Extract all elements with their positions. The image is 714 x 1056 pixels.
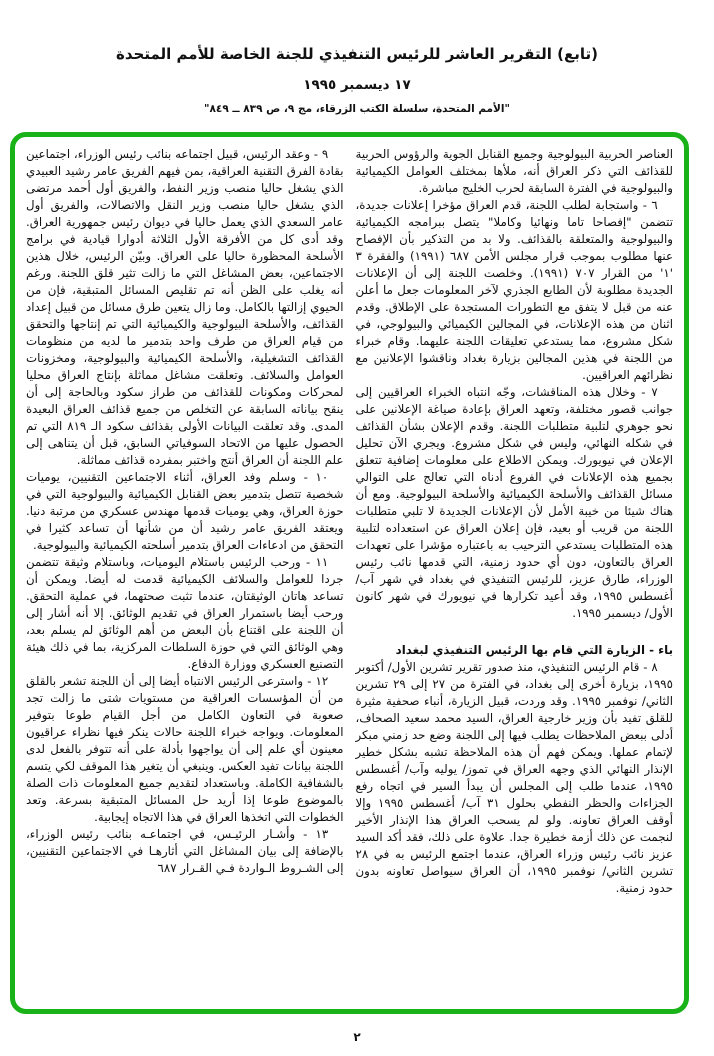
paragraph-12: ١٢ - واسترعى الرئيس الانتباه أيضا إلى أن اللجنة تشعر بالقلق من أن المؤسسات العراقية من مستويات شتى ما زالت تجد صعوبة في التعاون الكامل من أجل القيام طوعا بتوفير المعلومات. ويواجه خبراء اللجنة حالات ينكر فيها نظراء عراقيون معينون أي علم إلى أن يواجهوا بأدلة على أنه تتوفر بالفعل لدى اللجنة بيانات تفيد العكس. وينبغي أن يتغير هذا الموقف لكي يتسم بالشفافية الكاملة. وباستعداد لتقديم جميع المعلومات ذات الصلة بالموضوع طوعا إذا أريد حل المسائل المتبقية بسرعة. وتعد الخطوات التي اتخذها العراق في هذا الاتجاه إيجابية. [26, 674, 344, 824]
source-citation: "الأمم المتحدة، سلسلة الكتب الزرقاء، مج ٩، ص ٨٣٩ ــ ٨٤٩" [204, 103, 510, 115]
paragraph-continuation: العناصر الحربية البيولوجية وجميع القنابل الجوية والرؤوس الحربية للقذائف التي ذكر العراق أنه، ملأها بمختلف العوامل الكيميائية والبيولوجية في الفترة السابقة لحرب الخليج مباشرة. [355, 147, 673, 195]
document-header [0, 44, 714, 115]
paragraph-7: ٧ - وخلال هذه المناقشات، وجّه انتباه الخبراء العراقيين إلى جوانب قصور مختلفة، وتعهد العراق بإعادة صياغة الإعلانين على نحو جوهري لتلبية متطلبات اللجنة. وقدم الإعلان بشأن القذائف في شكله النهائي، وليس في شكل مشروع. ويجري الآن تحليل الإعلان في نيويورك. ويمكن الاطلاع على معلومات إضافية تتعلق بجميع هذه الإعلانات في الفروع أدناه التي تعالج على التوالي مسائل القذائف والأسلحة الكيميائية والأسلحة البيولوجية. ومع أن هناك شيئا من خيبة الأمل لأن الإعلانات الجديدة لا تلبي متطلبات اللجنة من قريب أو بعيد، فإن إعلان العراق عن استعداده لتلبية هذه المتطلبات يستدعي الترحيب به باعتباره مؤشرا على تعهدات العراق بالتعاون، دون أي حدود زمنية، التي قدمها نائب رئيس الوزراء، طارق عزيز، للرئيس التنفيذي في بغداد في شهر آب/ أغسطس ١٩٩٥، وقد أعيد تكرارها في نيويورك في شهر كانون الأول/ ديسمبر ١٩٩٥. [355, 385, 674, 620]
report-date: ١٧ ديسمبر ١٩٩٥ [303, 77, 411, 93]
paragraph-8: ٨ - قام الرئيس التنفيذي، منذ صدور تقرير تشرين الأول/ أكتوبر ١٩٩٥، بزيارة أخرى إلى بغداد، في الفترة من ٢٧ إلى ٢٩ تشرين الثاني/ نوفمبر ١٩٩٥. وقد وردت، قبيل الزيارة، أنباء صحفية مثيرة للقلق تفيد بأن وزير خارجية العراق، السيد محمد سعيد الصحاف، أدلى ببعض الملاحظات يطلب فيها إلى اللجنة وضع حد زمني مبكر لإتمام عملها. ويمكن فهم أن هذه الملاحظة تشبه بشكل خطير الإنذار النهائي الذي وجهه العراق في تموز/ يوليه وآب/ أغسطس ١٩٩٥، عندما طلب إلى المجلس أن يبدأ السير في اتجاه رفع الجزاءات والحظر النفطي بحلول ٣١ آب/ أغسطس ١٩٩٥ وإلا أوقف العراق تعاونه. ولو لم يسحب العراق هذا الإنذار الأخير لنجمت عن ذلك أزمة خطيرة جدا. علاوة على ذلك، فقد أكد السيد عزيز نائب رئيس وزراء العراق، عندما اجتمع الرئيس به في ٢٨ تشرين الثاني/ نوفمبر ١٩٩٥، أن العراق سيواصل تعاونه بدون حدود زمنية. [355, 660, 673, 895]
paragraph-9: ٩ - وعقد الرئيس، قبيل اجتماعه بنائب رئيس الوزراء، اجتماعين بقادة الفرق التقنية العراقية، بمن فيهم الفريق عامر رشيد العبيدي الذي يشغل حاليا منصب وزير النفط، والفريق أول أحمد مرتضى الذي يشغل حاليا منصب وزير النقل والاتصالات، والفريق أول عامر السعدي الذي يعمل حاليا في ديوان رئيس جمهورية العراق. وقد أدى كل من الأفرقة الأول الثلاثة أدوارا قيادية في برامج الأسلحة المحظورة حاليا على العراق. وبيّن الرئيس، خلال هذين الاجتماعين، بعض المشاغل التي ما زالت تثير قلق اللجنة. ورغم أنه يغلب على الظن أنه تم تقليص المسائل المتبقية، فإن من الحيوي إزالتها بالكامل. وما زال يتعين طرق مسائل من قبيل إعداد القذائف، والأسلحة البيولوجية والكيميائية التي تم إنتاجها والتحقق من قيام العراق من طرف واحد بتدمير ما لديه من منظومات القذائف التشغيلية، والأسلحة الكيميائية والبيولوجية، ومخزونات العوامل والسلائف. وتعلقت مشاغل مماثلة بإنتاج العراق محليا لمحركات ومكونات للقذائف من طراز سكود وبالحاجة إلى أن ينقح بياناته السابقة عن التخلص من جميع قذائف العراق البعيدة المدى. وقد تعلقت البيانات الأولى بقذائف سكود الـ ٨١٩ التي تم الحصول عليها من الاتحاد السوفياتي السابق، قبل أن يتناهى إلى علم اللجنة أن العراق أنتج واختبر بمفرده قذائف مماثلة. [26, 147, 344, 467]
paragraph-6: ٦ - واستجابة لطلب اللجنة، قدم العراق مؤخرا إعلانات جديدة، تتضمن "إفصاحا تاما ونهائيا وكاملا" يتصل ببرامجه الكيميائية والبيولوجية والمتعلقة بالقذائف. ولا بد من التذكير بأن الإفصاح عنها مطلوب بموجب قرار مجلس الأمن ٦٨٧ (١٩٩١) والفقرة ٣ '١' من القرار ٧٠٧ (١٩٩١). وخلصت اللجنة إلى أن الإعلانات الجديدة مطلوبة لأن الطابع الجذري لآخر المعلومات جعل ما أعلن عنه من قبل لا يتفق مع التطورات المستجدة على الإطلاق. وقدم اثنان من هذه الإعلانات، في المجالين الكيميائي والبيولوجي، في شكل مشروع، مما يستدعي تعليقات اللجنة عليهما. وقام خبراء من اللجنة في هذين المجالين بزيارة بغداد وناقشوا الإعلانين مع نظرائهم العراقيين. [355, 198, 673, 382]
green-border-frame [10, 132, 689, 1014]
left-column [26, 146, 344, 1000]
section-heading-b: باء - الزيارة التي قام بها الرئيس التنفيذي لبغداد [395, 643, 673, 657]
page-number: ٢ [353, 1030, 361, 1044]
report-title: (تابع) التقرير العاشر للرئيس التنفيذي للجنة الخاصة للأمم المتحدة [116, 45, 598, 63]
paragraph-10: ١٠ - وسلم وفد العراق، أثناء الاجتماعين التقنيين، يوميات شخصية تتصل بتدمير بعض القنابل الكيميائية والبيولوجية التي في حوزة العراق، وهي يوميات قدمها مهندس عسكري من مرتبة دنيا. ويعتقد الفريق عامر رشيد أن من شأنها أن تساعد كثيرا في التحقق من ادعاءات العراق بتدمير أسلحته الكيميائية والبيولوجية. [26, 470, 344, 552]
paragraph-11: ١١ - ورحب الرئيس باستلام اليوميات، وباستلام وثيقة تتضمن جردا للعوامل والسلائف الكيميائية قدمت له أيضا. ويمكن أن تساعد هاتان الوثيقتان، عندما تثبت صحتهما، في عملية التحقق. ورحب أيضا باستمرار العراق في تقديم الوثائق. إلا أنه أشار إلى أن اللجنة على اقتناع بأن البعض من أهم الوثائق لم يسلم بعد، وهي الوثائق التي في حوزة السلطات المركزية، بما في ذلك هيئة التصنيع العسكري ووزارة الدفاع. [26, 555, 344, 671]
right-column [356, 146, 674, 1000]
paragraph-13: ١٣ - وأشـار الرئيـس، في اجتماعـه بنائب رئيس الوزراء، بالإضافة إلى بيان المشاغل التي أثارهـا في الاجتماعين التقنيين، إلى الشـروط الـواردة فـي القـرار ٦٨٧ [26, 827, 344, 875]
